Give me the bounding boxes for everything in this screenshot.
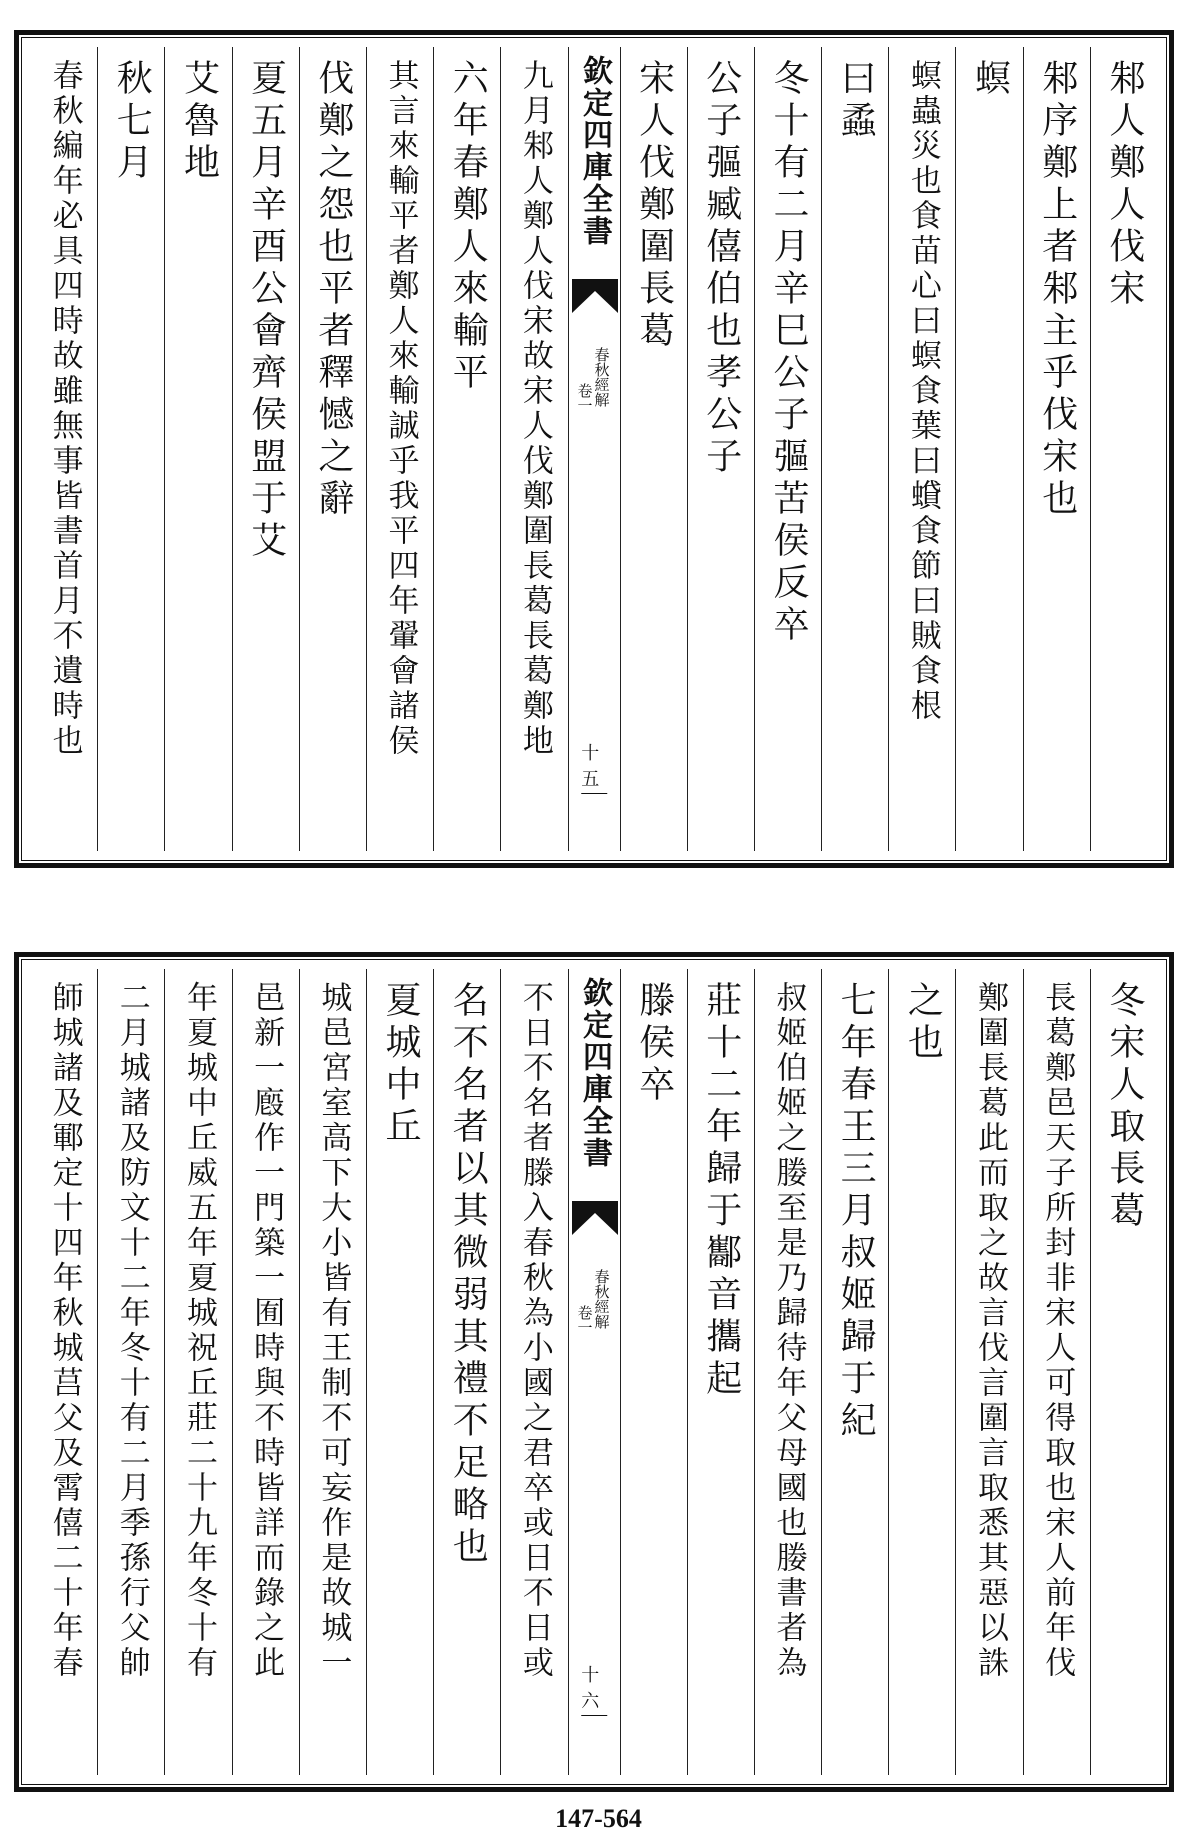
column-text: 長葛鄭邑天子所封非宋人可得取也宋人前年伐 [1039,981,1076,1681]
gutter-volume: 卷一 [575,1305,594,1335]
text-column [1090,969,1157,1775]
text-column [31,969,97,1775]
gutter-column [568,969,620,1775]
text-column [821,969,888,1775]
text-column [620,47,687,851]
text-column [620,969,687,1775]
column-text: 伐鄭之怨也平者釋憾之辭 [312,59,354,521]
text-column [821,47,888,851]
text-column [299,47,366,851]
column-text: 夏城中丘 [380,981,422,1149]
text-column [687,969,754,1775]
column-text: 邾序鄭上者邾主乎伐宋也 [1036,59,1078,521]
text-column [754,969,821,1775]
bottom-text-columns [31,969,1157,1775]
column-text: 夏五月辛酉公會齊侯盟于艾 [245,59,287,563]
top-page [14,30,1174,868]
column-text: 六年春鄭人來輸平 [447,59,489,395]
column-text: 宋人伐鄭圍長葛 [633,59,675,353]
column-text: 邾人鄭人伐宋 [1103,59,1145,311]
gutter-title: 欽定四庫全書 [577,55,612,247]
column-text: 九月邾人鄭人伐宋故宋人伐鄭圍長葛長葛鄭地 [516,59,553,759]
column-text: 艾魯地 [178,59,220,185]
text-column [232,47,299,851]
text-column [888,47,955,851]
gutter-column [568,47,620,851]
column-text: 城邑宮室高下大小皆有王制不可妄作是故城一 [315,981,352,1681]
column-text: 螟蟲災也食苗心曰螟食葉曰蟘食節曰賊食根 [904,59,941,724]
gutter-title: 欽定四庫全書 [577,977,612,1169]
text-column [164,969,231,1775]
text-column [97,969,164,1775]
column-text: 冬宋人取長葛 [1103,981,1145,1233]
column-text: 曰蟊 [835,59,877,143]
gutter-page-number: 十六 [581,1661,607,1716]
column-text: 莊十二年歸于酅音攜起 [700,981,742,1401]
column-text: 二月城諸及防文十二年冬十有二月季孫行父帥 [113,981,150,1681]
text-column [97,47,164,851]
footer-page-number: 147-564 [555,1804,642,1833]
column-text: 不日不名者滕入春秋為小國之君卒或日不日或 [516,981,553,1681]
fish-tail-mark [572,279,618,313]
text-column [955,969,1022,1775]
text-column [433,47,500,851]
column-text: 螟 [969,59,1011,101]
gutter-page-number: 十五 [581,739,607,794]
fish-tail-mark [572,1201,618,1235]
text-column [687,47,754,851]
column-text: 滕侯卒 [633,981,675,1107]
text-column [955,47,1022,851]
text-column [1023,47,1090,851]
text-column [1090,47,1157,851]
column-text: 之也 [902,981,944,1065]
text-column [500,47,567,851]
column-text: 叔姬伯姬之媵至是乃歸待年父母國也媵書者為 [770,981,807,1681]
column-text: 其言來輸平者鄭人來輸誠乎我平四年翬會諸侯 [382,59,419,759]
column-text: 春秋編年必具四時故雖無事皆書首月不遺時也 [46,59,83,759]
top-text-columns [31,47,1157,851]
text-column [31,47,97,851]
column-text: 秋七月 [111,59,153,185]
column-text: 名不名者以其微弱其禮不足略也 [447,981,489,1569]
gutter-book-title: 春秋經解 [592,1269,611,1329]
column-text: 公子彄臧僖伯也孝公子 [700,59,742,479]
gutter-volume: 卷一 [575,383,594,413]
text-column [433,969,500,1775]
column-text: 七年春王三月叔姬歸于紀 [835,981,877,1443]
column-text: 師城諸及鄆定十四年秋城莒父及霄僖二十年春 [46,981,83,1681]
column-text: 年夏城中丘威五年夏城祝丘莊二十九年冬十有 [180,981,217,1681]
text-column [754,47,821,851]
column-text: 冬十有二月辛巳公子彄苦侯反卒 [767,59,809,647]
text-column [366,969,433,1775]
text-column [299,969,366,1775]
bottom-page [14,952,1174,1792]
column-text: 邑新一廏作一門築一囿時與不時皆詳而錄之此 [248,981,285,1681]
text-column [1023,969,1090,1775]
gutter-book-title: 春秋經解 [592,347,611,407]
text-column [366,47,433,851]
column-text: 鄭圍長葛此而取之故言伐言圍言取悉其惡以誅 [972,981,1009,1681]
text-column [500,969,567,1775]
text-column [232,969,299,1775]
text-column [164,47,231,851]
text-column [888,969,955,1775]
